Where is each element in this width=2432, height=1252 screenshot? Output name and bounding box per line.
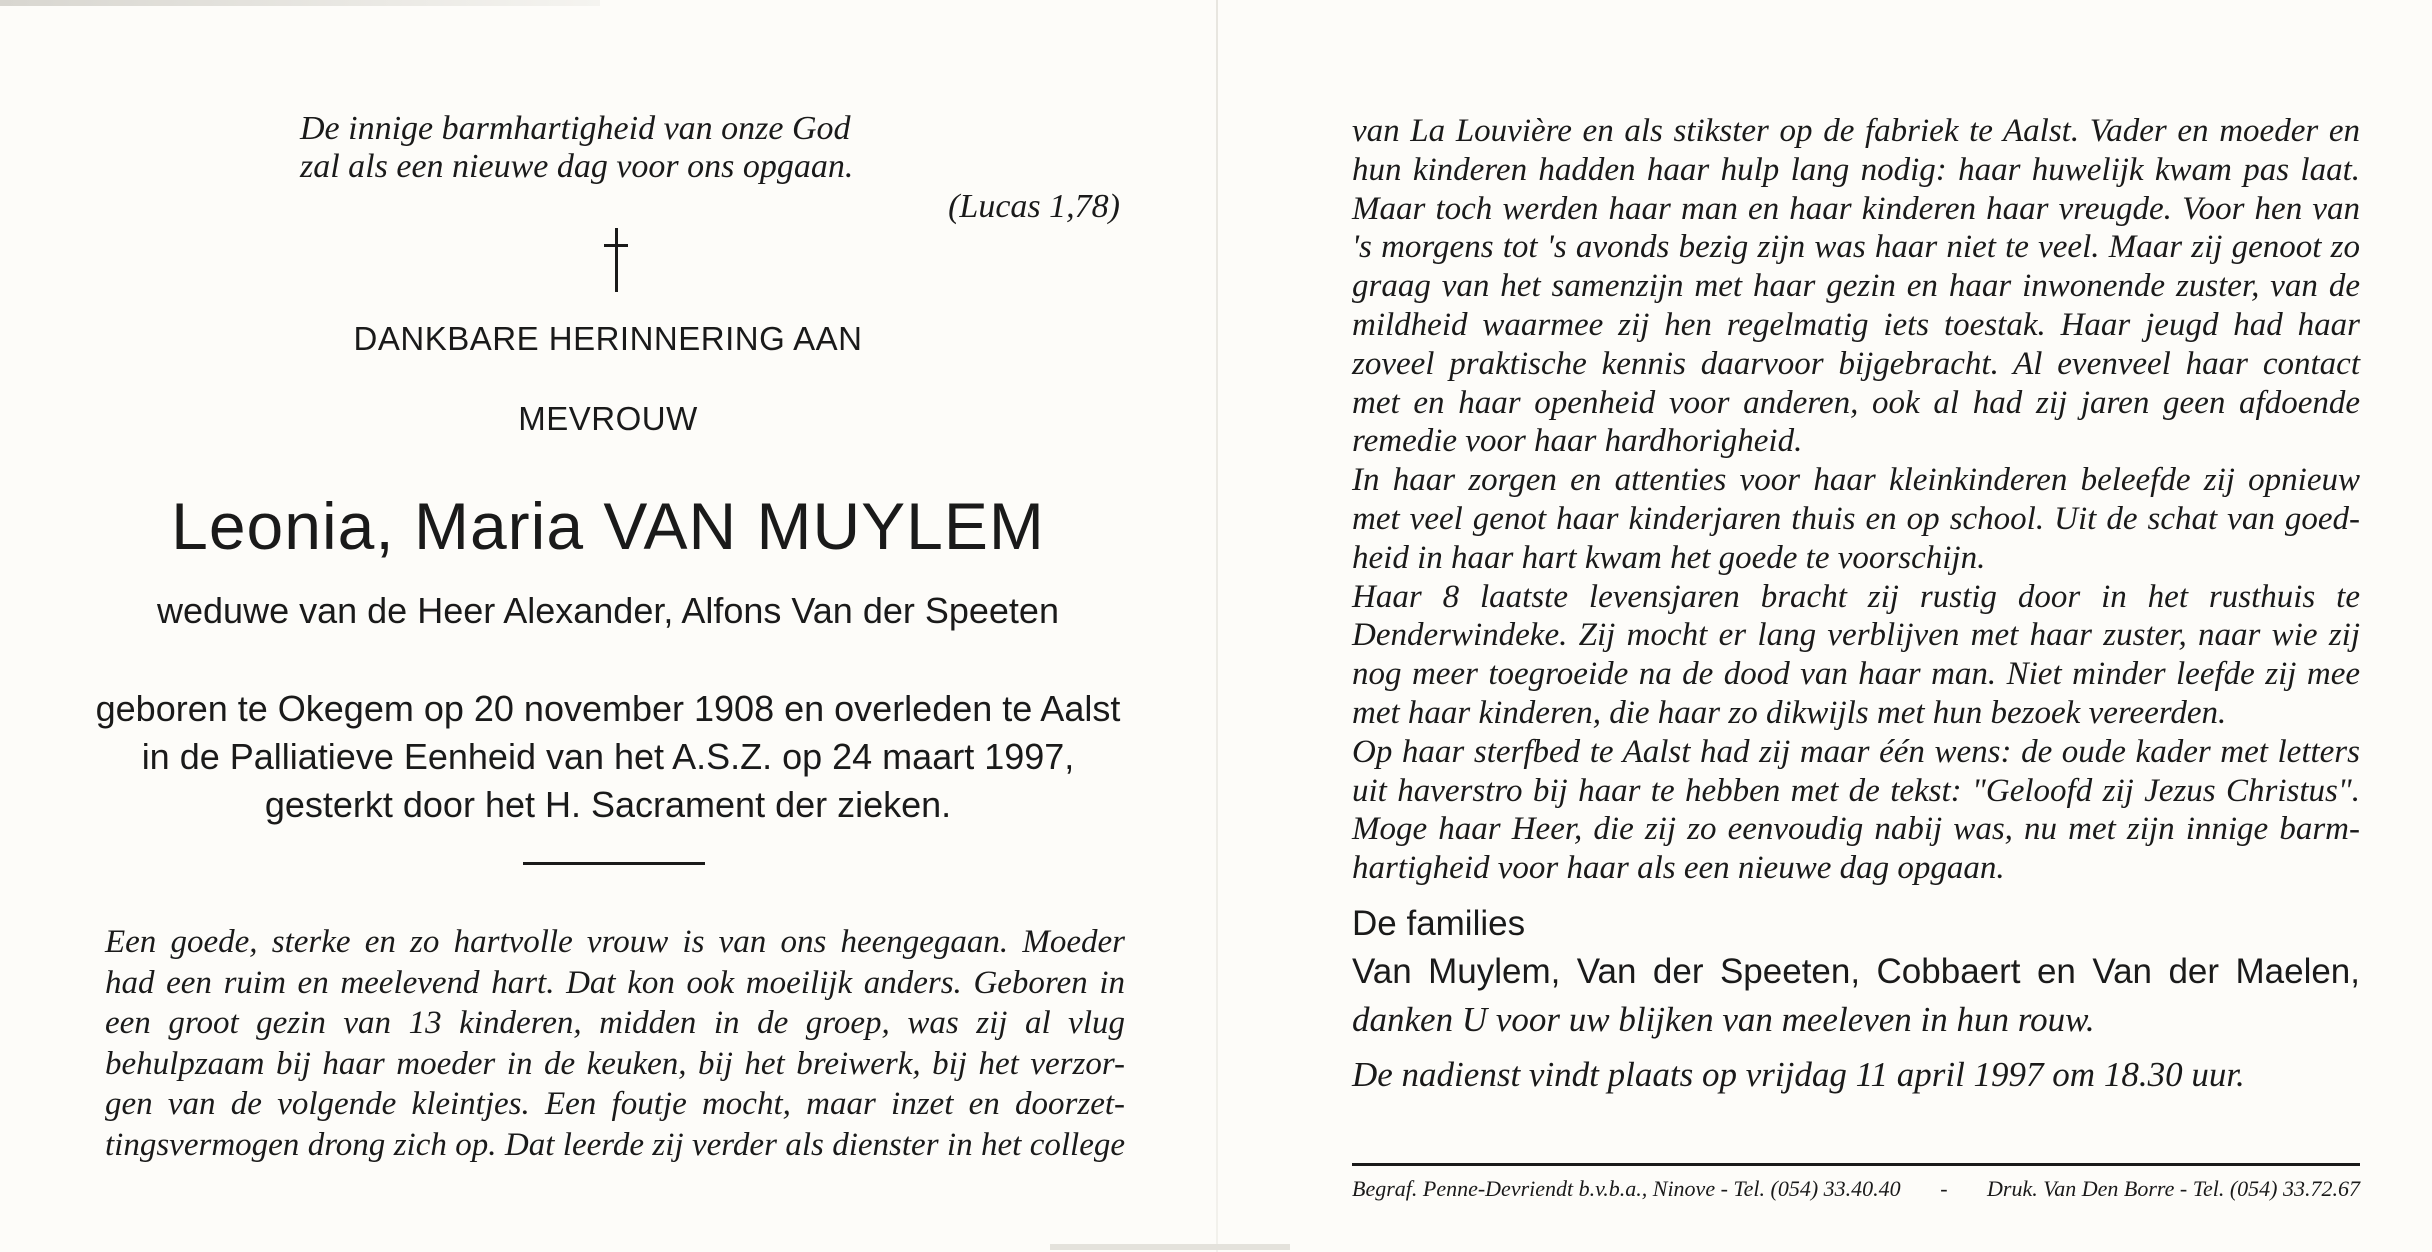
biography-left [105, 922, 1125, 1165]
bio-line: met en haar openheid voor anderen, ook al had zij jaren geen afdoende [1352, 384, 2360, 421]
bio-line: met veel genot haar kinderjaren thuis en op school. Uit de schat van goed- [1352, 500, 2360, 537]
paper-edge-top [0, 0, 600, 6]
memorial-service-info: De nadienst vindt plaats op vrijdag 11 april 1997 om 18.30 uur. [1352, 1055, 2245, 1094]
bio-line: mildheid waarmee zij hen regelmatig iets toestak. Haar jeugd had haar [1352, 306, 2360, 343]
paper-edge-bottom [1050, 1244, 1290, 1250]
verse-line: zal als een nieuwe dag voor ons opgaan. [300, 148, 854, 185]
biography-right [1352, 112, 2360, 888]
bio-line: behulpzaam bij haar moeder in de keuken, bij het breiwerk, bij het verzor- [105, 1045, 1125, 1082]
families-intro: De families [1352, 904, 1526, 943]
birth-death-line: geboren te Okegem op 20 november 1908 en overleden te Aalst [95, 688, 1121, 729]
footer-credits [1352, 1176, 2360, 1202]
bio-line: had een ruim en meelevend hart. Dat kon ook moeilijk anders. Geboren in [105, 964, 1125, 1001]
bio-line: heid in haar hart kwam het goede te voorschijn. [1352, 539, 1986, 576]
verse-line: De innige barmhartigheid van onze God [300, 110, 851, 147]
bio-line: een groot gezin van 13 kinderen, midden in de groep, was zij al vlug [105, 1005, 1125, 1041]
divider [523, 862, 705, 865]
birth-death-line: gesterkt door het H. Sacrament der zieken. [264, 784, 952, 825]
widow-line: weduwe van de Heer Alexander, Alfons Van der Speeten [157, 590, 1059, 631]
bio-line: Op haar sterfbed te Aalst had zij maar één wens: de oude kader met letters [1352, 733, 2360, 770]
birth-death-line: in de Palliatieve Eenheid van het A.S.Z. op 24 maart 1997, [141, 736, 1075, 777]
bio-line: nog meer toegroeide na de dood van haar man. Niet minder leefde zij mee [1352, 656, 2360, 693]
bio-line: remedie voor haar hardhorigheid. [1352, 423, 1803, 460]
bio-line: gen van de volgende kleintjes. Een foutje mocht, maar inzet en doorzet- [105, 1086, 1125, 1122]
bio-line: In haar zorgen en attenties voor haar kleinkinderen beleefde zij opnieuw [1352, 462, 2360, 499]
families-block [1352, 900, 2360, 1044]
footer-rule [1352, 1163, 2360, 1166]
bio-line: hun kinderen hadden haar hulp lang nodig: haar huwelijk kwam pas laat. [1352, 151, 2360, 188]
bible-verse [300, 110, 1120, 186]
bio-line: uit haverstro bij haar te hebben met de tekst: "Geloofd zij Jezus Christus". [1352, 772, 2360, 809]
bio-line: graag van het samenzijn met haar gezin en haar inwonende zuster, van de [1352, 268, 2360, 305]
undertaker-credit: Begraf. Penne-Devriendt b.v.b.a., Ninove - Tel. (054) 33.40.40 [1352, 1176, 1901, 1201]
bio-line: hartigheid voor haar als een nieuwe dag opgaan. [1352, 850, 2005, 887]
printer-credit: Druk. Van Den Borre - Tel. (054) 33.72.67 [1987, 1176, 2360, 1201]
birth-death-info [0, 685, 1216, 829]
bio-line: Maar toch werden haar man en haar kinderen haar vreugde. Voor hen van [1352, 190, 2360, 227]
bio-line: Denderwindeke. Zij mocht er lang verblijven met haar zuster, naar wie zij [1352, 617, 2360, 654]
families-names: Van Muylem, Van der Speeten, Cobbaert en Van der Maelen, [1352, 952, 2360, 991]
bio-line: Haar 8 laatste levensjaren bracht zij rustig door in het rusthuis te [1352, 578, 2360, 615]
cross-icon [604, 228, 628, 292]
bio-line: Een goede, sterke en zo hartvolle vrouw is van ons heengegaan. Moeder [105, 924, 1125, 960]
footer-separator: - [1940, 1176, 1948, 1201]
bio-line: 's morgens tot 's avonds bezig zijn was haar niet te veel. Maar zij genoot zo [1352, 229, 2360, 266]
bio-line: met haar kinderen, die haar zo dikwijls met hun bezoek vereerden. [1352, 694, 2227, 731]
families-thanks: danken U voor uw blijken van meeleven in hun rouw. [1352, 1000, 2095, 1039]
bio-line: tingsvermogen drong zich op. Dat leerde zij verder als dienster in het college [105, 1126, 1125, 1163]
verse-reference: (Lucas 1,78) [948, 188, 1120, 225]
title-mevrouw: MEVROUW [518, 400, 698, 437]
card-fold [1216, 0, 1218, 1252]
dedication-heading: DANKBARE HERINNERING AAN [353, 320, 863, 357]
bio-line: Moge haar Heer, die zij zo eenvoudig nabij was, nu met zijn innige barm- [1352, 811, 2360, 848]
bio-line: van La Louvière en als stikster op de fabriek te Aalst. Vader en moeder en [1352, 113, 2360, 149]
deceased-name: Leonia, Maria VAN MUYLEM [171, 489, 1045, 563]
bio-line: zoveel praktische kennis daarvoor bijgebracht. Al evenveel haar contact [1352, 345, 2360, 382]
